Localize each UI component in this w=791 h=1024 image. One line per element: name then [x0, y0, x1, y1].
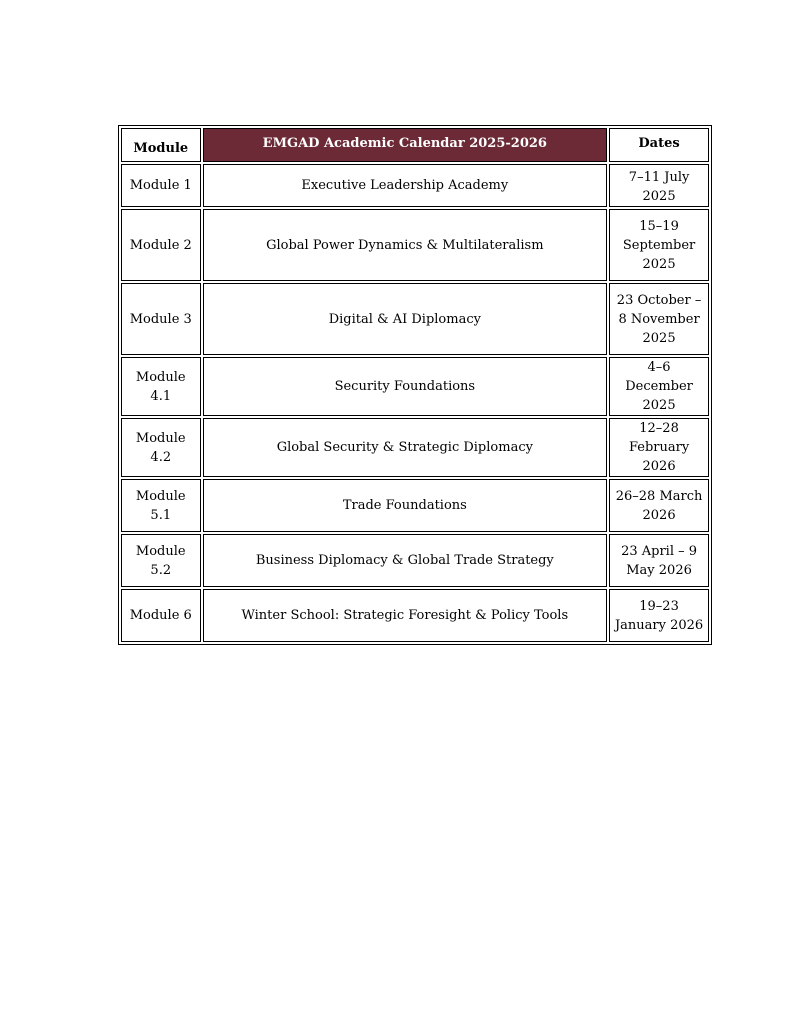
module-title-cell: Global Security & Strategic Diplomacy	[203, 418, 608, 477]
module-cell: Module 6	[121, 589, 201, 642]
module-title-cell: Executive Leadership Academy	[203, 164, 608, 207]
table-row	[121, 479, 709, 532]
module-title-cell: Winter School: Strategic Foresight & Policy Tools	[203, 589, 608, 642]
module-cell: Module 4.1	[121, 357, 201, 416]
dates-cell: 12–28 February 2026	[609, 418, 709, 477]
module-title-cell: Security Foundations	[203, 357, 608, 416]
table-row	[121, 357, 709, 416]
module-column-header: Module	[121, 128, 201, 162]
module-title-cell: Trade Foundations	[203, 479, 608, 532]
dates-cell: 23 October – 8 November 2025	[609, 283, 709, 355]
table-row	[121, 209, 709, 281]
module-title-cell: Digital & AI Diplomacy	[203, 283, 608, 355]
table-row	[121, 589, 709, 642]
academic-calendar-table	[118, 125, 712, 645]
dates-cell: 15–19 September 2025	[609, 209, 709, 281]
table-row	[121, 164, 709, 207]
dates-cell: 4–6 December 2025	[609, 357, 709, 416]
dates-cell: 23 April – 9 May 2026	[609, 534, 709, 587]
module-cell: Module 1	[121, 164, 201, 207]
module-cell: Module 5.1	[121, 479, 201, 532]
module-cell: Module 2	[121, 209, 201, 281]
module-title-cell: Global Power Dynamics & Multilateralism	[203, 209, 608, 281]
table-row	[121, 418, 709, 477]
dates-cell: 26–28 March 2026	[609, 479, 709, 532]
module-cell: Module 3	[121, 283, 201, 355]
table-row	[121, 534, 709, 587]
dates-cell: 7–11 July 2025	[609, 164, 709, 207]
module-title-cell: Business Diplomacy & Global Trade Strategy	[203, 534, 608, 587]
dates-column-header: Dates	[609, 128, 709, 162]
calendar-title-header: EMGAD Academic Calendar 2025-2026	[203, 128, 608, 162]
module-cell: Module 4.2	[121, 418, 201, 477]
table-row	[121, 283, 709, 355]
table-header-row	[121, 128, 709, 162]
module-cell: Module 5.2	[121, 534, 201, 587]
dates-cell: 19–23 January 2026	[609, 589, 709, 642]
